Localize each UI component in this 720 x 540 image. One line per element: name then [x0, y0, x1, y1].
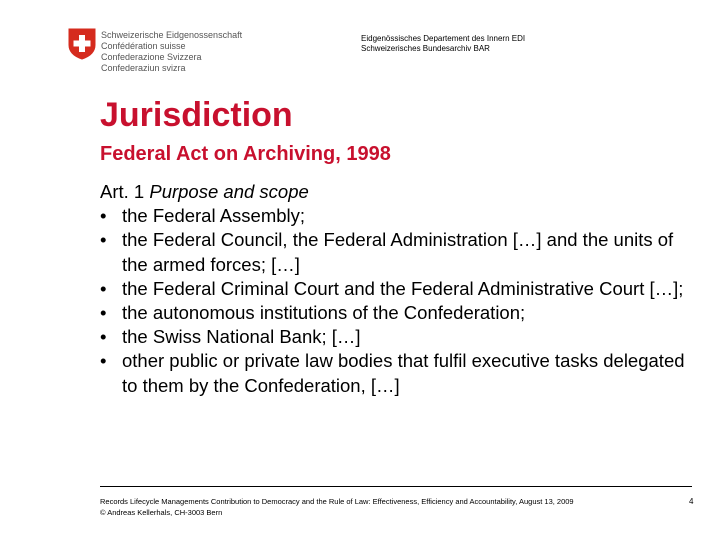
- department-info: [361, 34, 525, 54]
- department-line: Eidgenössisches Departement des Innern EDI: [361, 34, 526, 43]
- slide-subtitle: Federal Act on Archiving, 1998: [100, 143, 391, 165]
- list-item-text: the Swiss National Bank; […]: [122, 326, 361, 348]
- bullet-icon: •: [100, 205, 107, 227]
- footer-event-line: Records Lifecycle Managements Contribution to Democracy and the Rule of Law: Effectiveness, Efficiency and Accountability, August 13, 2009: [100, 497, 574, 506]
- swiss-cross-logo-icon: [68, 28, 96, 60]
- archive-line: Schweizerisches Bundesarchiv BAR: [361, 44, 490, 53]
- footer: [100, 496, 574, 518]
- list-item-text: other public or private law bodies that fulfil executive tasks delegated to them by the Confederation, […]: [122, 350, 685, 396]
- list-item-text: the Federal Criminal Court and the Federal Administrative Court […];: [122, 277, 684, 299]
- confederation-name-fr: Confédération suisse: [101, 41, 186, 51]
- list-item: [100, 277, 700, 301]
- footer-divider: [100, 486, 692, 487]
- list-item: [100, 204, 700, 228]
- footer-copyright-line: © Andreas Kellerhals, CH-3003 Bern: [100, 508, 223, 517]
- bullet-list: [100, 204, 700, 398]
- confederation-name-rm: Confederaziun svizra: [101, 63, 186, 73]
- article-heading: [100, 180, 700, 204]
- slide-body: [100, 180, 700, 398]
- bullet-icon: •: [100, 326, 107, 348]
- list-item-text: the autonomous institutions of the Confederation;: [122, 302, 526, 324]
- bullet-icon: •: [100, 277, 107, 299]
- list-item: [100, 349, 700, 397]
- confederation-name-it: Confederazione Svizzera: [101, 52, 202, 62]
- slide-title: Jurisdiction: [100, 96, 293, 134]
- article-title: Purpose and scope: [149, 181, 309, 202]
- bullet-icon: •: [100, 350, 107, 372]
- list-item-text: the Federal Council, the Federal Administration […] and the units of the armed forces; […]: [122, 229, 674, 275]
- list-item-text: the Federal Assembly;: [122, 205, 306, 227]
- bullet-icon: •: [100, 229, 107, 251]
- confederation-name-de: Schweizerische Eidgenossenschaft: [101, 30, 243, 40]
- page-number: 4: [689, 497, 694, 506]
- list-item: [100, 228, 700, 276]
- list-item: [100, 301, 700, 325]
- list-item: [100, 325, 700, 349]
- bullet-icon: •: [100, 302, 107, 324]
- confederation-names: [101, 30, 242, 74]
- article-number: Art. 1: [100, 181, 145, 202]
